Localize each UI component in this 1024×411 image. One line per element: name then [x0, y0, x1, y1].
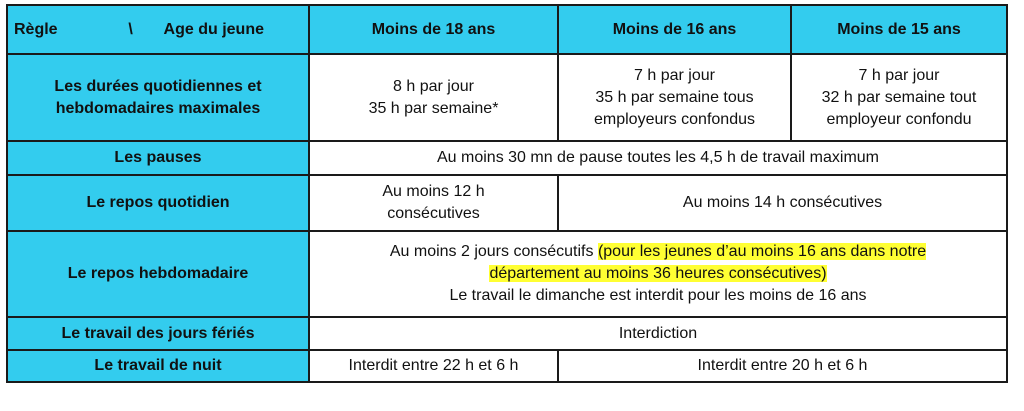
repos-quotidien-moins-16-15: Au moins 14 h consécutives — [558, 175, 1007, 231]
label-feries: Le travail des jours fériés — [7, 317, 309, 350]
rules-table — [6, 4, 1008, 383]
durees-moins-18: 8 h par jour 35 h par semaine* — [309, 54, 558, 141]
header-col-15: Moins de 15 ans — [791, 5, 1007, 54]
repos-hebdo-line1: Au moins 2 jours consécutifs — [389, 243, 598, 260]
header-col-16: Moins de 16 ans — [558, 5, 791, 54]
repos-hebdo-value — [309, 231, 1007, 317]
repos-hebdo-line3: Le travail le dimanche est interdit pour les moins de 16 ans — [449, 287, 867, 304]
label-pauses: Les pauses — [7, 141, 309, 175]
header-age: Age du jeune — [163, 20, 264, 38]
pauses-value: Au moins 30 mn de pause toutes les 4,5 h de travail maximum — [309, 141, 1007, 175]
header-row — [7, 5, 1007, 54]
repos-hebdo-highlight-2: département au moins 36 heures consécutives) — [489, 265, 827, 282]
header-corner-cell — [7, 5, 309, 54]
header-col-18: Moins de 18 ans — [309, 5, 558, 54]
row-nuit — [7, 350, 1007, 382]
row-feries — [7, 317, 1007, 350]
row-repos-quotidien — [7, 175, 1007, 231]
repos-hebdo-highlight-1: (pour les jeunes d’au moins 16 ans dans notre — [597, 243, 927, 260]
row-durees — [7, 54, 1007, 141]
nuit-moins-16-15: Interdit entre 20 h et 6 h — [558, 350, 1007, 382]
repos-quotidien-moins-18: Au moins 12 h consécutives — [309, 175, 558, 231]
header-regle: Règle — [14, 20, 58, 38]
label-durees: Les durées quotidiennes et hebdomadaires maximales — [7, 54, 309, 141]
label-repos-quotidien: Le repos quotidien — [7, 175, 309, 231]
row-pauses — [7, 141, 1007, 175]
feries-value: Interdiction — [309, 317, 1007, 350]
row-repos-hebdo — [7, 231, 1007, 317]
header-separator: \ — [128, 20, 133, 38]
durees-moins-16: 7 h par jour 35 h par semaine tous employeurs confondus — [558, 54, 791, 141]
label-repos-hebdo: Le repos hebdomadaire — [7, 231, 309, 317]
nuit-moins-18: Interdit entre 22 h et 6 h — [309, 350, 558, 382]
durees-moins-15: 7 h par jour 32 h par semaine tout employeur confondu — [791, 54, 1007, 141]
label-nuit: Le travail de nuit — [7, 350, 309, 382]
